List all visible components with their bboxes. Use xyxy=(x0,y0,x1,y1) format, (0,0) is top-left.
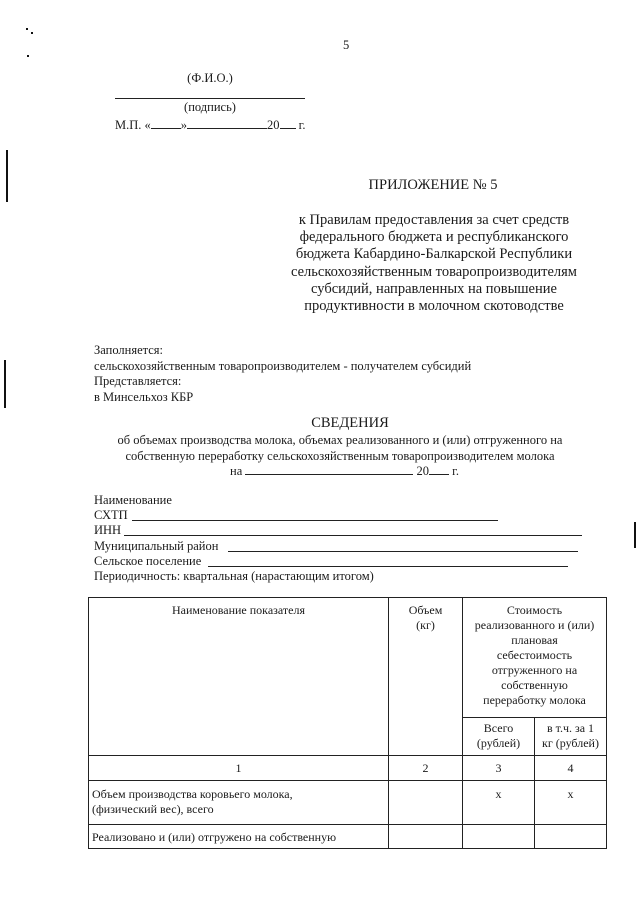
submitted-label: Представляется: xyxy=(94,374,182,388)
appendix-title: ПРИЛОЖЕНИЕ № 5 xyxy=(368,177,498,193)
header-total: Всего (рублей) xyxy=(463,718,535,756)
district-field[interactable] xyxy=(228,551,578,552)
row-per-kg-cell[interactable] xyxy=(535,825,607,849)
mp-quote-close: » xyxy=(180,118,188,132)
doc-subtitle-line: собственную переработку сельскохозяйственным товаропроизводителем молока xyxy=(125,448,555,463)
table-header-row xyxy=(89,598,607,718)
report-date-line xyxy=(230,464,459,479)
district-label: Муниципальный район xyxy=(94,539,219,553)
row-per-kg-cell[interactable]: х xyxy=(535,781,607,825)
table-row xyxy=(89,825,607,849)
doc-subtitle-line: об объемах производства молока, объемах реализованного и (или) отгруженного на xyxy=(117,433,563,447)
table-number-row xyxy=(89,756,607,781)
appendix-line: федерального бюджета и республиканского xyxy=(299,229,569,246)
fill-info xyxy=(94,343,471,405)
signature-line xyxy=(115,98,305,99)
data-table xyxy=(88,597,607,849)
mp-year-prefix: 20 xyxy=(267,118,280,132)
periodicity: Периодичность: квартальная (нарастающим итогом) xyxy=(94,569,374,583)
doc-subtitle xyxy=(70,433,610,464)
page-number: 5 xyxy=(343,38,350,52)
scan-mark-bar xyxy=(634,522,636,548)
sign-label: (подпись) xyxy=(184,100,236,114)
scan-mark-bar xyxy=(6,150,8,202)
mp-prefix: М.П. « xyxy=(115,118,151,132)
report-year-prefix: 20 xyxy=(416,464,429,478)
col-number: 4 xyxy=(535,756,607,781)
scan-mark-bar xyxy=(4,360,6,408)
appendix-line: субсидий, направленных на повышение xyxy=(311,280,557,297)
table-row xyxy=(89,781,607,825)
report-year-suffix: г. xyxy=(452,464,459,478)
row-label: Реализовано и (или) отгружено на собственную xyxy=(89,825,389,849)
appendix-line: сельскохозяйственным товаропроизводителям xyxy=(291,263,577,280)
mp-line xyxy=(115,118,306,133)
filled-by: сельскохозяйственным товаропроизводителем - получателем субсидий xyxy=(94,358,472,373)
header-volume: Объем (кг) xyxy=(389,598,463,756)
col-number: 1 xyxy=(89,756,389,781)
header-per-kg: в т.ч. за 1 кг (рублей) xyxy=(535,718,607,756)
header-indicator: Наименование показателя xyxy=(89,598,389,756)
appendix-line: продуктивности в молочном скотоводстве xyxy=(304,298,564,315)
inn-label: ИНН xyxy=(94,523,122,537)
row-total-cell[interactable]: х xyxy=(463,781,535,825)
header-cost: Стоимость реализованного и (или) плановая себестоимость отгруженного на собственную переработку молока xyxy=(463,598,607,718)
col-number: 2 xyxy=(389,756,463,781)
doc-title: СВЕДЕНИЯ xyxy=(311,415,389,431)
col-number: 3 xyxy=(463,756,535,781)
scan-mark-dot xyxy=(31,32,33,34)
row-label: Объем производства коровьего молока, (физический вес), всего xyxy=(89,781,389,825)
sxtp-label: СХТП xyxy=(94,508,128,522)
sxtp-field[interactable] xyxy=(132,520,498,521)
appendix-line: бюджета Кабардино-Балкарской Республики xyxy=(295,246,573,263)
appendix-line: к Правилам предоставления за счет средств xyxy=(298,212,570,228)
inn-field[interactable] xyxy=(124,535,582,536)
mp-year-suffix: г. xyxy=(298,118,306,132)
row-total-cell[interactable] xyxy=(463,825,535,849)
row-volume-cell[interactable] xyxy=(389,825,463,849)
row-volume-cell[interactable] xyxy=(389,781,463,825)
name-label: Наименование xyxy=(94,493,172,507)
appendix-text xyxy=(268,212,600,315)
scan-mark-dot xyxy=(26,28,28,30)
filled-label: Заполняется: xyxy=(94,343,164,357)
settlement-field[interactable] xyxy=(208,566,568,567)
settlement-label: Сельское поселение xyxy=(94,554,202,568)
submitted-to: в Минсельхоз КБР xyxy=(94,389,194,404)
scan-mark-dot xyxy=(27,55,29,57)
on-prefix: на xyxy=(230,464,243,478)
fio-label: (Ф.И.О.) xyxy=(187,71,233,85)
